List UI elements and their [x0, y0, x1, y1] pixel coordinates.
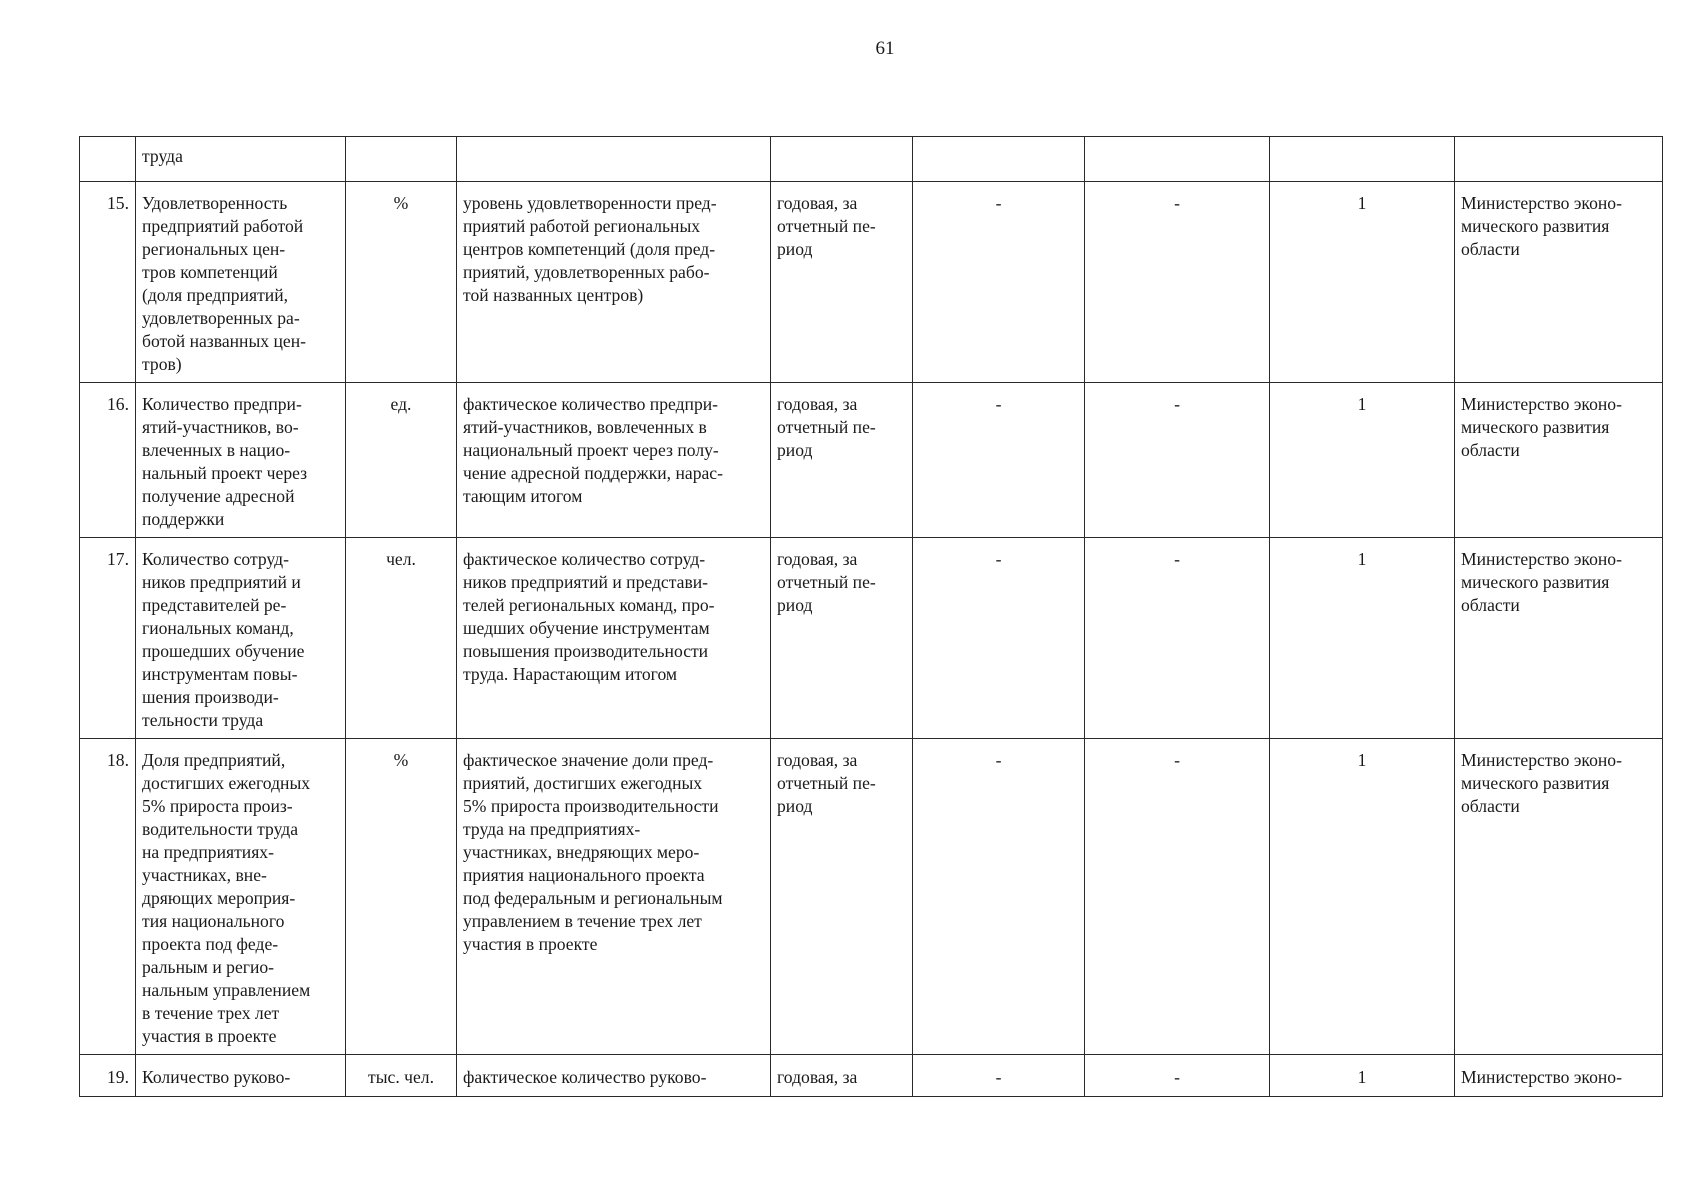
table-row: [80, 739, 1663, 1055]
table-row-continued: [80, 137, 1663, 182]
cell-col7: 1: [1270, 182, 1455, 383]
cell-col6: -: [1085, 182, 1270, 383]
page-number: 61: [875, 38, 895, 59]
cell-num: 16.: [80, 383, 136, 538]
cell-unit: [346, 137, 457, 182]
cell-period: годовая, за: [771, 1055, 913, 1097]
cell-period: [771, 137, 913, 182]
cell-method: фактическое значение доли пред- приятий, достигших ежегодных 5% прироста производительности труда на предприятиях- участниках, внедряющих меро- приятия национального проекта под федеральным и региональным управлением в течение трех лет участия в проекте: [457, 739, 771, 1055]
cell-col7: 1: [1270, 1055, 1455, 1097]
cell-unit: %: [346, 739, 457, 1055]
cell-col6: [1085, 137, 1270, 182]
cell-col7: [1270, 137, 1455, 182]
cell-col6: -: [1085, 538, 1270, 739]
cell-num: 18.: [80, 739, 136, 1055]
table-row: [80, 538, 1663, 739]
table-row: [80, 182, 1663, 383]
table-row: [80, 1055, 1663, 1097]
cell-period: годовая, за отчетный пе- риод: [771, 538, 913, 739]
cell-responsible: Министерство эконо- мического развития области: [1455, 182, 1663, 383]
cell-num: 15.: [80, 182, 136, 383]
cell-responsible: [1455, 137, 1663, 182]
cell-col7: 1: [1270, 739, 1455, 1055]
cell-unit: чел.: [346, 538, 457, 739]
cell-method: фактическое количество сотруд- ников предприятий и представи- телей региональных команд, про- шедших обучение инструментам повышения производительности труда. Нарастающим итогом: [457, 538, 771, 739]
cell-col6: -: [1085, 739, 1270, 1055]
cell-col7: 1: [1270, 383, 1455, 538]
cell-unit: ед.: [346, 383, 457, 538]
cell-method: фактическое количество руково-: [457, 1055, 771, 1097]
indicators-table: [79, 136, 1663, 1097]
cell-indicator: Количество предпри- ятий-участников, во- влеченных в нацио- нальный проект через получение адресной поддержки: [136, 383, 346, 538]
cell-col6: -: [1085, 383, 1270, 538]
cell-num: 19.: [80, 1055, 136, 1097]
cell-period: годовая, за отчетный пе- риод: [771, 182, 913, 383]
cell-method: [457, 137, 771, 182]
table-row: [80, 383, 1663, 538]
cell-responsible: Министерство эконо-: [1455, 1055, 1663, 1097]
cell-col6: -: [1085, 1055, 1270, 1097]
cell-num: 17.: [80, 538, 136, 739]
cell-responsible: Министерство эконо- мического развития области: [1455, 538, 1663, 739]
cell-indicator: Количество сотруд- ников предприятий и представителей ре- гиональных команд, прошедших обучение инструментам повы- шения производи- тельности труда: [136, 538, 346, 739]
cell-indicator: Доля предприятий, достигших ежегодных 5% прироста произ- водительности труда на предприятиях- участниках, вне- дряющих мероприя- тия национального проекта под феде- ральным и регио- нальным управлением в течение трех лет участия в проекте: [136, 739, 346, 1055]
cell-method: фактическое количество предпри- ятий-участников, вовлеченных в национальный проект через полу- чение адресной поддержки, нарас- тающим итогом: [457, 383, 771, 538]
cell-responsible: Министерство эконо- мического развития области: [1455, 739, 1663, 1055]
cell-period: годовая, за отчетный пе- риод: [771, 383, 913, 538]
cell-unit: %: [346, 182, 457, 383]
cell-method: уровень удовлетворенности пред- приятий работой региональных центров компетенций (доля пред- приятий, удовлетворенных рабо- той названных центров): [457, 182, 771, 383]
cell-unit: тыс. чел.: [346, 1055, 457, 1097]
cell-col5: -: [913, 1055, 1085, 1097]
cell-responsible: Министерство эконо- мического развития области: [1455, 383, 1663, 538]
cell-col5: -: [913, 383, 1085, 538]
cell-col7: 1: [1270, 538, 1455, 739]
cell-indicator: Количество руково-: [136, 1055, 346, 1097]
cell-col5: -: [913, 739, 1085, 1055]
cell-indicator: труда: [136, 137, 346, 182]
cell-col5: [913, 137, 1085, 182]
cell-col5: -: [913, 182, 1085, 383]
cell-num: [80, 137, 136, 182]
cell-period: годовая, за отчетный пе- риод: [771, 739, 913, 1055]
cell-indicator: Удовлетворенность предприятий работой региональных цен- тров компетенций (доля предприятий, удовлетворенных ра- ботой названных цен- тров): [136, 182, 346, 383]
cell-col5: -: [913, 538, 1085, 739]
